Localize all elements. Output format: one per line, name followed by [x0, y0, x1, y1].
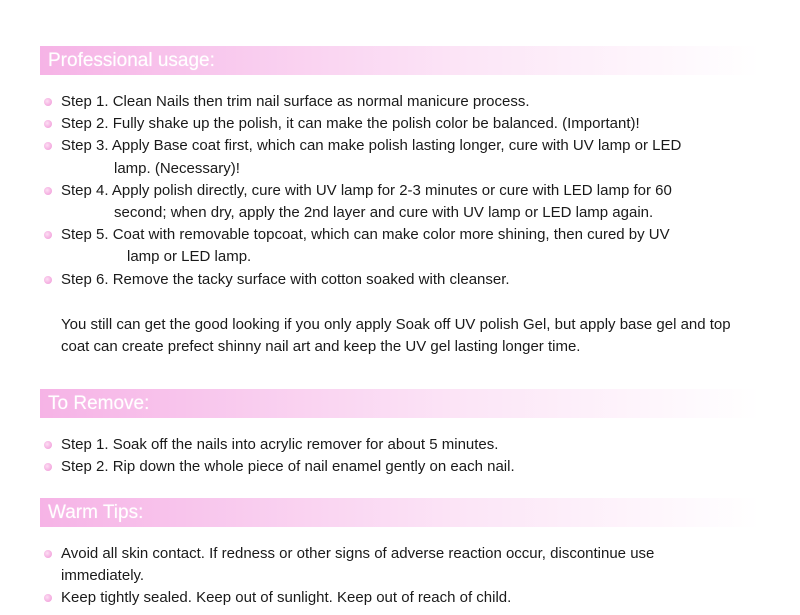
list-item — [40, 91, 770, 113]
bullet-icon — [44, 120, 52, 128]
usage-note: You still can get the good looking if you only apply Soak off UV polish Gel, but apply base gel and top coat can create prefect shinny nail art and keep the UV gel lasting longer time. — [61, 316, 731, 356]
step-text: Step 4. Apply polish directly, cure with UV lamp for 2-3 minutes or cure with LED lamp for 60 — [61, 181, 672, 199]
list-item — [40, 113, 770, 135]
bullet-icon — [44, 594, 52, 602]
warm-tips-heading: Warm Tips: — [40, 498, 760, 527]
list-item — [40, 587, 740, 609]
list-item — [40, 456, 770, 478]
bullet-icon — [44, 231, 52, 239]
to-remove-heading: To Remove: — [40, 389, 760, 418]
professional-usage-heading: Professional usage: — [40, 46, 760, 75]
step-text: Step 5. Coat with removable topcoat, which can make color more shining, then cured by UV — [61, 226, 670, 244]
bullet-icon — [44, 276, 52, 284]
bullet-icon — [44, 142, 52, 150]
bullet-icon — [44, 463, 52, 471]
bullet-icon — [44, 550, 52, 558]
step-text: Step 6. Remove the tacky surface with cotton soaked with cleanser. — [61, 270, 510, 288]
list-item — [40, 135, 770, 179]
list-item — [40, 224, 770, 268]
step-text-continuation: lamp. (Necessary)! — [114, 159, 240, 177]
bullet-icon — [44, 441, 52, 449]
step-text: Step 1. Clean Nails then trim nail surface as normal manicure process. — [61, 93, 530, 110]
step-text: Step 2. Rip down the whole piece of nail enamel gently on each nail. — [61, 458, 515, 476]
list-item — [40, 543, 740, 587]
list-item — [40, 180, 770, 224]
step-text: Step 2. Fully shake up the polish, it can make the polish color be balanced. (Important)! — [61, 115, 640, 133]
tip-text: Keep tightly sealed. Keep out of sunlight. Keep out of reach of child. — [61, 589, 512, 607]
bullet-icon — [44, 187, 52, 195]
bullet-icon — [44, 98, 52, 106]
tips-list — [40, 543, 740, 610]
step-text: Step 3. Apply Base coat first, which can make polish lasting longer, cure with UV lamp or LED — [61, 137, 682, 155]
remove-steps-list — [40, 434, 770, 478]
tip-text: Avoid all skin contact. If redness or other signs of adverse reaction occur, discontinue use immediately. — [61, 545, 655, 585]
list-item — [40, 269, 770, 291]
step-text-continuation: second; when dry, apply the 2nd layer and cure with UV lamp or LED lamp again. — [114, 204, 654, 222]
list-item — [40, 434, 770, 456]
step-text-continuation: lamp or LED lamp. — [127, 248, 252, 266]
professional-steps-list — [40, 91, 770, 291]
step-text: Step 1. Soak off the nails into acrylic remover for about 5 minutes. — [61, 436, 499, 453]
